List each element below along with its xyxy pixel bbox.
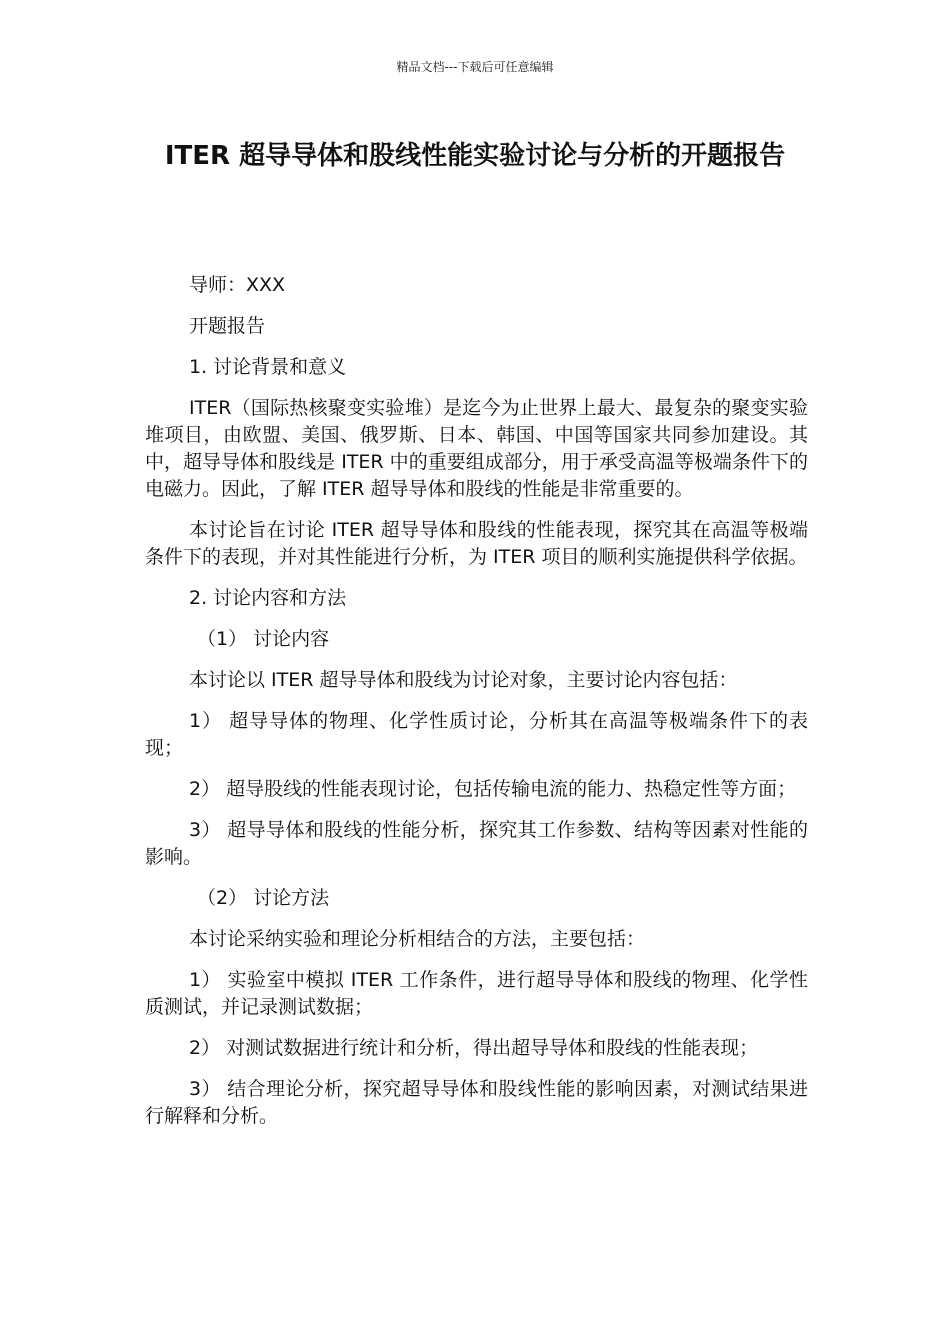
header-note: 精品文档---下载后可任意编辑 bbox=[396, 60, 554, 74]
document-title: ITER 超导导体和股线性能实验讨论与分析的开题报告 bbox=[164, 141, 786, 171]
paragraph: 本讨论以 ITER 超导导体和股线为讨论对象，主要讨论内容包括： bbox=[189, 669, 738, 691]
paragraph: 本讨论旨在讨论 ITER 超导导体和股线的性能表现，探究其在高温等极端条件下的表现，并对其性能进行分析，为 ITER 项目的顺利实施提供科学依据。 bbox=[145, 519, 808, 568]
list-item: 3） 结合理论分析，探究超导导体和股线性能的影响因素，对测试结果进行解释和分析。 bbox=[145, 1078, 808, 1127]
list-item: 1） 超导导体的物理、化学性质讨论，分析其在高温等极端条件下的表现； bbox=[145, 710, 808, 759]
subsection-heading: （2） 讨论方法 bbox=[197, 887, 330, 909]
subsection-heading: （1） 讨论内容 bbox=[197, 628, 330, 650]
section-heading: 1. 讨论背景和意义 bbox=[189, 356, 347, 378]
report-label: 开题报告 bbox=[189, 315, 266, 337]
paragraph: 本讨论采纳实验和理论分析相结合的方法，主要包括： bbox=[189, 928, 646, 950]
document-body bbox=[145, 272, 808, 1144]
list-item: 2） 对测试数据进行统计和分析，得出超导导体和股线的性能表现； bbox=[189, 1037, 759, 1059]
list-item: 1） 实验室中模拟 ITER 工作条件，进行超导导体和股线的物理、化学性质测试，并记录测试数据； bbox=[145, 969, 808, 1018]
paragraph: ITER（国际热核聚变实验堆）是迄今为止世界上最大、最复杂的聚变实验堆项目，由欧盟、美国、俄罗斯、日本、韩国、中国等国家共同参加建设。其中，超导导体和股线是 ITER 中的重要组成部分，用于承受高温等极端条件下的电磁力。因此，了解 ITER 超导导体和股线的性能是非常重要的。 bbox=[145, 397, 808, 500]
list-item: 2） 超导股线的性能表现讨论，包括传输电流的能力、热稳定性等方面； bbox=[189, 778, 797, 800]
list-item: 3） 超导导体和股线的性能分析，探究其工作参数、结构等因素对性能的影响。 bbox=[145, 819, 808, 868]
advisor-line: 导师：XXX bbox=[189, 274, 286, 296]
section-heading: 2. 讨论内容和方法 bbox=[189, 587, 347, 609]
